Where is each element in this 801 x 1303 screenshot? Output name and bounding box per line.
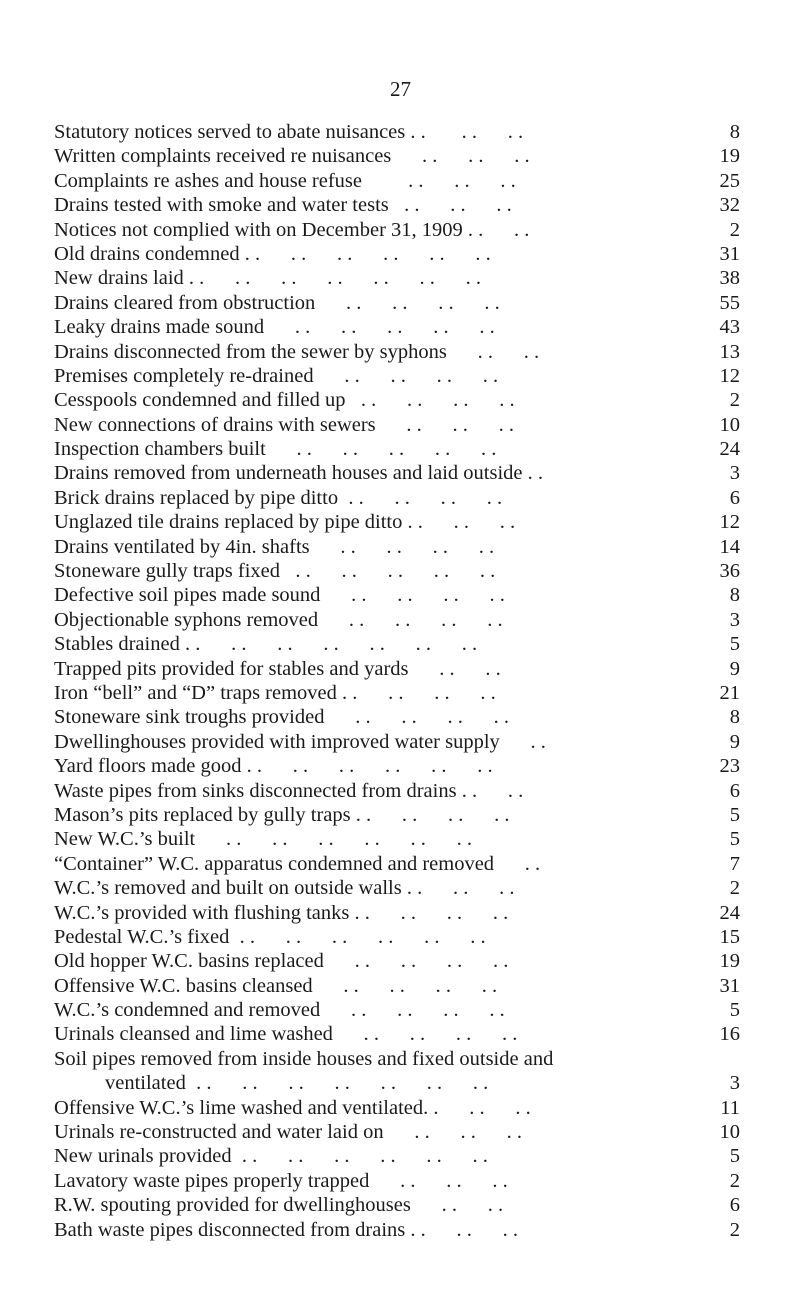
list-item (54, 608, 740, 632)
item-label (54, 1120, 654, 1144)
list-item (54, 1120, 740, 1144)
item-label (54, 364, 654, 388)
item-label (54, 1144, 654, 1168)
item-label-text: Urinals cleansed and lime washed . . . . . . . . (54, 1023, 518, 1046)
item-count: 12 (719, 511, 740, 534)
item-label (54, 242, 654, 266)
item-count: 32 (719, 194, 740, 217)
item-label (54, 632, 654, 656)
item-label-text: Lavatory waste pipes properly trapped . . . . . . (54, 1169, 508, 1192)
item-label-text: R.W. spouting provided for dwellinghouses . . . . (54, 1194, 504, 1217)
list-item (54, 583, 740, 607)
item-count: 2 (729, 1169, 740, 1192)
list-item (54, 1144, 740, 1168)
item-label (54, 1193, 654, 1217)
item-count: 8 (729, 706, 740, 729)
item-label (54, 437, 654, 461)
item-count: 5 (729, 633, 740, 656)
nuisance-statistics-list (54, 120, 740, 1242)
item-label-text: Stables drained . . . . . . . . . . . . . . (54, 633, 478, 656)
item-count: 24 (719, 901, 740, 924)
item-count: 15 (719, 925, 740, 948)
item-label (54, 461, 654, 485)
item-label-text: Dwellinghouses provided with improved water supply . . (54, 730, 546, 753)
item-label-text: Complaints re ashes and house refuse . . . . . . (54, 169, 516, 192)
item-count: 14 (719, 535, 740, 558)
item-label (54, 510, 654, 534)
item-label-text: Iron “bell” and “D” traps removed . . . . . . . . (54, 681, 496, 704)
item-label-text: Drains removed from underneath houses and laid outside . . (54, 462, 544, 485)
list-item (54, 681, 740, 705)
item-label (54, 144, 654, 168)
item-count: 19 (719, 950, 740, 973)
item-label-text: Urinals re-constructed and water laid on . . . . . . (54, 1121, 522, 1144)
item-label (54, 315, 654, 339)
item-label-text: Mason’s pits replaced by gully traps . . . . . . . . (54, 803, 510, 826)
item-label-text: Unglazed tile drains replaced by pipe ditto . . . . . . (54, 511, 516, 534)
item-count: 21 (719, 681, 740, 704)
item-label-text: New W.C.’s built . . . . . . . . . . . . (54, 828, 472, 851)
item-count: 6 (729, 486, 740, 509)
item-label (54, 1047, 714, 1096)
item-label-text: Trapped pits provided for stables and yards . . . . (54, 657, 501, 680)
item-count: 8 (729, 121, 740, 143)
item-label (54, 266, 654, 290)
item-count: 6 (729, 779, 740, 802)
item-label (54, 974, 654, 998)
list-item (54, 193, 740, 217)
item-count: 5 (729, 1145, 740, 1168)
list-item (54, 998, 740, 1022)
list-item (54, 852, 740, 876)
item-label (54, 559, 654, 583)
list-item (54, 218, 740, 242)
item-count: 12 (719, 364, 740, 387)
item-label (54, 218, 654, 242)
list-item (54, 632, 740, 656)
item-label-text: New urinals provided . . . . . . . . . . . . (54, 1145, 488, 1168)
list-item (54, 974, 740, 998)
item-count: 5 (729, 828, 740, 851)
item-label (54, 901, 654, 925)
item-label (54, 925, 654, 949)
list-item (54, 1193, 740, 1217)
item-label (54, 998, 654, 1022)
item-count: 43 (719, 316, 740, 339)
item-label (54, 535, 654, 559)
item-count: 7 (729, 852, 740, 875)
list-item (54, 1169, 740, 1193)
item-count: 3 (729, 608, 740, 631)
list-item (54, 876, 740, 900)
item-count: 6 (729, 1194, 740, 1217)
list-item (54, 461, 740, 485)
item-label-text: Waste pipes from sinks disconnected from drains . . . . (54, 779, 524, 802)
item-label (54, 340, 654, 364)
item-label-text: Notices not complied with on December 31, 1909 . . . . (54, 218, 530, 241)
item-label (54, 413, 654, 437)
list-item (54, 754, 740, 778)
item-label (54, 291, 654, 315)
item-label (54, 1096, 654, 1120)
item-label-text: Stoneware gully traps fixed . . . . . . . . . . (54, 560, 496, 583)
item-count: 3 (729, 462, 740, 485)
item-label-text: Drains ventilated by 4in. shafts . . . . . . . . (54, 535, 495, 558)
item-label-text: Old hopper W.C. basins replaced . . . . . . . . (54, 950, 509, 973)
item-label-text: Pedestal W.C.’s fixed . . . . . . . . . . . . (54, 925, 486, 948)
item-label (54, 120, 654, 144)
item-count: 19 (719, 145, 740, 168)
item-label-text: Statutory notices served to abate nuisances . . . . . . (54, 121, 524, 143)
item-label (54, 1022, 654, 1046)
list-item (54, 340, 740, 364)
list-item (54, 364, 740, 388)
item-count: 55 (719, 291, 740, 314)
item-label-text: Cesspools condemned and filled up . . . . . . . . (54, 389, 515, 412)
item-label-text: Objectionable syphons removed . . . . . . . . (54, 608, 503, 631)
list-item (54, 779, 740, 803)
list-item (54, 827, 740, 851)
list-item (54, 925, 740, 949)
item-count: 2 (729, 1218, 740, 1241)
item-label-text: “Container” W.C. apparatus condemned and removed . . (54, 852, 541, 875)
item-label-text: Leaky drains made sound . . . . . . . . . . (54, 316, 495, 339)
list-item (54, 730, 740, 754)
item-label (54, 949, 654, 973)
item-label-text: New connections of drains with sewers . . . . . . (54, 413, 515, 436)
item-label (54, 388, 654, 412)
item-count: 36 (719, 560, 740, 583)
item-count: 5 (729, 999, 740, 1022)
list-item (54, 657, 740, 681)
item-label-text: Old drains condemned . . . . . . . . . . . . (54, 242, 491, 265)
list-item (54, 901, 740, 925)
list-item (54, 291, 740, 315)
item-label-text: Drains tested with smoke and water tests . . . . . . (54, 194, 512, 217)
item-label (54, 608, 654, 632)
list-item (54, 1022, 740, 1046)
item-label-text: W.C.’s condemned and removed . . . . . . . . (54, 999, 505, 1022)
list-item (54, 535, 740, 559)
item-count: 10 (719, 1121, 740, 1144)
item-count: 10 (719, 413, 740, 436)
list-item (54, 1047, 740, 1096)
list-item (54, 266, 740, 290)
item-count: 23 (719, 755, 740, 778)
item-label-text: Yard floors made good . . . . . . . . . . . . (54, 755, 493, 778)
item-count: 25 (719, 169, 740, 192)
item-label-continuation: ventilated . . . . . . . . . . . . . . (105, 1072, 489, 1095)
list-item (54, 1218, 740, 1242)
item-label (54, 779, 654, 803)
item-count: 3 (729, 1072, 740, 1095)
list-item (54, 949, 740, 973)
list-item (54, 510, 740, 534)
item-count: 9 (729, 730, 740, 753)
list-item (54, 486, 740, 510)
item-label (54, 1218, 654, 1242)
item-count: 16 (719, 1023, 740, 1046)
item-count: 11 (720, 1096, 740, 1119)
item-label-text: Stoneware sink troughs provided . . . . . . . . (54, 706, 509, 729)
item-label (54, 803, 654, 827)
item-label-text: Offensive W.C.’s lime washed and ventilated. . . . . . (54, 1096, 531, 1119)
page-number: 27 (390, 77, 411, 101)
item-count: 13 (719, 340, 740, 363)
item-count: 2 (729, 877, 740, 900)
list-item (54, 437, 740, 461)
list-item (54, 559, 740, 583)
item-label-text: Inspection chambers built . . . . . . . . . . (54, 438, 497, 461)
list-item (54, 413, 740, 437)
item-label (54, 876, 654, 900)
item-label-text: Defective soil pipes made sound . . . . . . . . (54, 584, 505, 607)
item-label (54, 852, 654, 876)
item-count: 31 (719, 974, 740, 997)
item-label (54, 193, 654, 217)
list-item (54, 169, 740, 193)
list-item (54, 242, 740, 266)
item-label (54, 827, 654, 851)
item-count: 8 (729, 584, 740, 607)
item-label-text: New drains laid . . . . . . . . . . . . . . (54, 267, 482, 290)
list-item (54, 388, 740, 412)
item-label-text: Premises completely re-drained . . . . . . . . (54, 364, 499, 387)
item-label (54, 1169, 654, 1193)
list-item (54, 803, 740, 827)
item-label-text: W.C.’s provided with flushing tanks . . . . . . . . (54, 901, 509, 924)
item-count: 38 (719, 267, 740, 290)
item-label-text: Drains cleared from obstruction . . . . . . . . (54, 291, 500, 314)
item-label (54, 169, 654, 193)
list-item (54, 144, 740, 168)
item-label-text: Offensive W.C. basins cleansed . . . . . . . . (54, 974, 498, 997)
item-label-text: Written complaints received re nuisances . . . . . . (54, 145, 530, 168)
item-label-text: Drains disconnected from the sewer by syphons . . . . (54, 340, 540, 363)
item-label-text: W.C.’s removed and built on outside walls . . . . . . (54, 877, 515, 900)
item-count: 2 (729, 218, 740, 241)
item-count: 31 (719, 242, 740, 265)
item-label (54, 583, 654, 607)
item-count: 2 (729, 389, 740, 412)
item-count: 24 (719, 438, 740, 461)
item-label (54, 657, 654, 681)
item-label (54, 730, 654, 754)
list-item (54, 315, 740, 339)
item-label-text: Bath waste pipes disconnected from drains . . . . . . (54, 1218, 519, 1241)
list-item (54, 705, 740, 729)
item-label (54, 681, 654, 705)
list-item (54, 120, 740, 144)
list-item (54, 1096, 740, 1120)
item-label-text: Brick drains replaced by pipe ditto . . . . . . . . (54, 486, 503, 509)
item-label (54, 754, 654, 778)
item-count: 5 (729, 803, 740, 826)
item-label (54, 705, 654, 729)
item-label (54, 486, 654, 510)
item-label-text: Soil pipes removed from inside houses and fixed outside and (54, 1047, 554, 1070)
item-count: 9 (729, 657, 740, 680)
